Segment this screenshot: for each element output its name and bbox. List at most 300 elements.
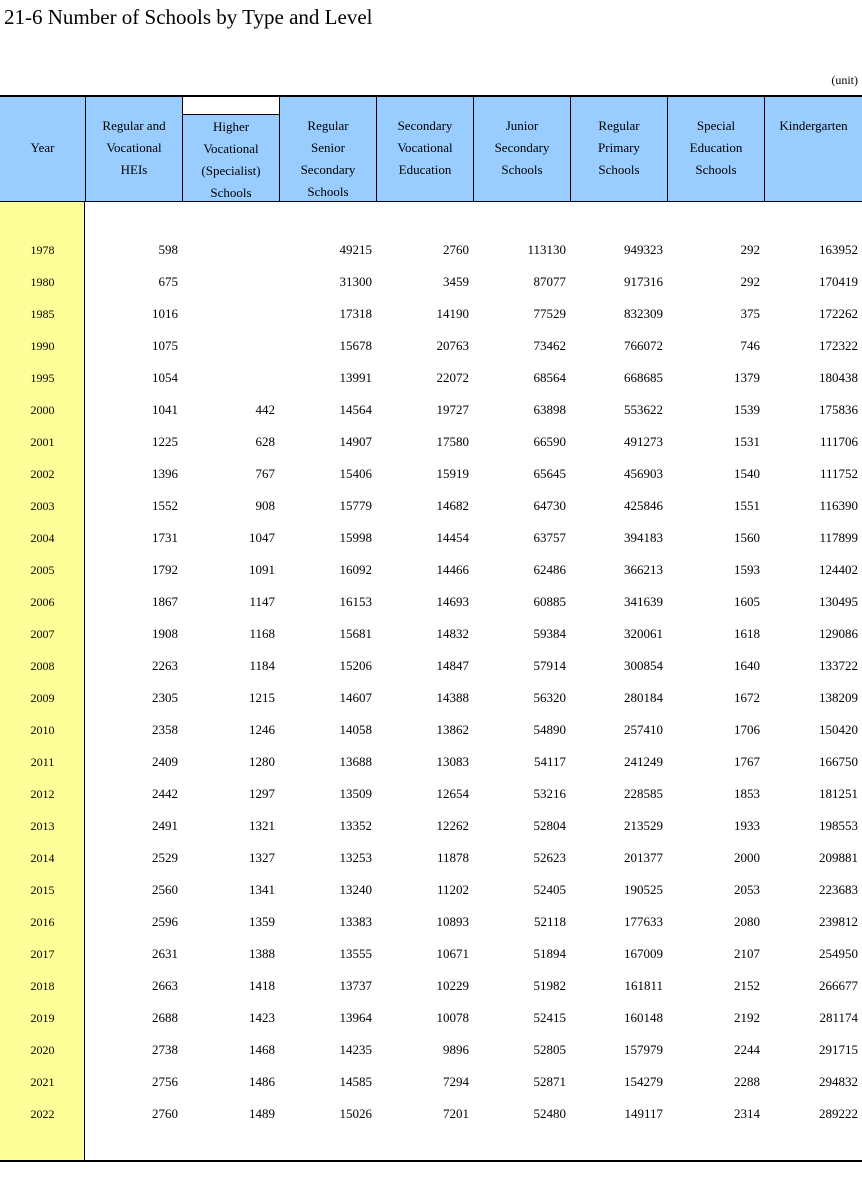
cell-junior-secondary: 113130 bbox=[527, 242, 566, 257]
cell-higher-vocational: 442 bbox=[255, 402, 275, 417]
header-line: Vocational bbox=[203, 141, 259, 156]
table-row bbox=[0, 234, 862, 266]
cell-special-education: 2192 bbox=[734, 1010, 760, 1025]
cell-higher-vocational: 1184 bbox=[249, 658, 275, 673]
header-junior-secondary bbox=[473, 97, 570, 202]
cell-regular-vocational-heis: 2560 bbox=[152, 882, 178, 897]
header-line: Education bbox=[398, 162, 452, 177]
cell-regular-vocational-heis: 598 bbox=[158, 242, 178, 257]
header-line: Regular bbox=[307, 118, 349, 133]
cell-regular-vocational-heis: 1867 bbox=[152, 594, 178, 609]
header-line: Regular and bbox=[102, 118, 166, 133]
cell-special-education: 1593 bbox=[734, 562, 760, 577]
cell-higher-vocational: 908 bbox=[255, 498, 275, 513]
cell-higher-vocational bbox=[182, 266, 279, 298]
cell-junior-secondary: 53216 bbox=[533, 786, 566, 801]
cell-secondary-vocational: 19727 bbox=[436, 402, 469, 417]
cell-regular-senior-secondary: 14235 bbox=[339, 1042, 372, 1057]
cell-junior-secondary: 62486 bbox=[533, 562, 566, 577]
table-row bbox=[0, 426, 862, 458]
cell-regular-vocational-heis: 2663 bbox=[152, 978, 178, 993]
cell-regular-vocational-heis: 1552 bbox=[152, 498, 178, 513]
cell-regular-primary: 553622 bbox=[624, 402, 663, 417]
cell-higher-vocational: 1246 bbox=[249, 722, 275, 737]
header-special-education bbox=[667, 97, 764, 202]
cell-special-education: 2314 bbox=[734, 1106, 760, 1121]
cell-special-education: 1767 bbox=[734, 754, 760, 769]
cell-junior-secondary: 77529 bbox=[533, 306, 566, 321]
cell-secondary-vocational: 13083 bbox=[436, 754, 469, 769]
cell-regular-senior-secondary: 16092 bbox=[339, 562, 372, 577]
cell-kindergarten: 291715 bbox=[819, 1042, 858, 1057]
cell-regular-vocational-heis: 2688 bbox=[152, 1010, 178, 1025]
cell-regular-vocational-heis: 2263 bbox=[152, 658, 178, 673]
header-year-label: Year bbox=[30, 140, 55, 155]
header-line: Schools bbox=[598, 162, 640, 177]
table-row bbox=[0, 1098, 862, 1130]
cell-year: 2009 bbox=[30, 691, 55, 705]
cell-year: 2001 bbox=[30, 435, 55, 449]
table-row bbox=[0, 1066, 862, 1098]
cell-regular-primary: 456903 bbox=[624, 466, 663, 481]
cell-regular-senior-secondary: 15681 bbox=[339, 626, 372, 641]
cell-regular-vocational-heis: 1041 bbox=[152, 402, 178, 417]
table-row bbox=[0, 778, 862, 810]
cell-kindergarten: 172322 bbox=[819, 338, 858, 353]
cell-secondary-vocational: 14847 bbox=[436, 658, 469, 673]
cell-regular-primary: 167009 bbox=[624, 946, 663, 961]
table-row bbox=[0, 714, 862, 746]
cell-year: 2017 bbox=[30, 947, 55, 961]
cell-special-education: 1551 bbox=[734, 498, 760, 513]
cell-higher-vocational: 1341 bbox=[249, 882, 275, 897]
cell-regular-vocational-heis: 2756 bbox=[152, 1074, 178, 1089]
cell-kindergarten: 170419 bbox=[819, 274, 858, 289]
cell-junior-secondary: 66590 bbox=[533, 434, 566, 449]
cell-year: 2008 bbox=[30, 659, 55, 673]
cell-regular-vocational-heis: 1908 bbox=[152, 626, 178, 641]
cell-junior-secondary: 52405 bbox=[533, 882, 566, 897]
cell-higher-vocational: 1327 bbox=[249, 850, 275, 865]
cell-special-education: 2288 bbox=[734, 1074, 760, 1089]
cell-junior-secondary: 54890 bbox=[533, 722, 566, 737]
cell-kindergarten: 239812 bbox=[819, 914, 858, 929]
cell-special-education: 2053 bbox=[734, 882, 760, 897]
cell-secondary-vocational: 10229 bbox=[436, 978, 469, 993]
cell-kindergarten: 150420 bbox=[819, 722, 858, 737]
cell-special-education: 1640 bbox=[734, 658, 760, 673]
cell-regular-senior-secondary: 13555 bbox=[339, 946, 372, 961]
cell-regular-senior-secondary: 13964 bbox=[339, 1010, 372, 1025]
cell-kindergarten: 163952 bbox=[819, 242, 858, 257]
cell-higher-vocational bbox=[182, 298, 279, 330]
cell-kindergarten: 181251 bbox=[819, 786, 858, 801]
table-row bbox=[0, 682, 862, 714]
cell-kindergarten: 111752 bbox=[819, 466, 858, 481]
table-row bbox=[0, 490, 862, 522]
page-title: 21-6 Number of Schools by Type and Level bbox=[4, 5, 373, 29]
cell-higher-vocational: 1047 bbox=[249, 530, 275, 545]
cell-secondary-vocational: 7201 bbox=[443, 1106, 469, 1121]
cell-regular-primary: 394183 bbox=[624, 530, 663, 545]
cell-year: 2000 bbox=[30, 403, 55, 417]
cell-regular-senior-secondary: 15206 bbox=[339, 658, 372, 673]
table-row bbox=[0, 458, 862, 490]
cell-year: 2003 bbox=[30, 499, 55, 513]
cell-kindergarten: 130495 bbox=[819, 594, 858, 609]
cell-secondary-vocational: 13862 bbox=[436, 722, 469, 737]
cell-junior-secondary: 52804 bbox=[533, 818, 566, 833]
cell-regular-senior-secondary: 49215 bbox=[339, 242, 372, 257]
cell-regular-senior-secondary: 31300 bbox=[339, 274, 372, 289]
table-row bbox=[0, 938, 862, 970]
cell-secondary-vocational: 10671 bbox=[436, 946, 469, 961]
cell-year: 2010 bbox=[30, 723, 55, 737]
cell-regular-vocational-heis: 2760 bbox=[152, 1106, 178, 1121]
header-line: Secondary bbox=[300, 162, 356, 177]
cell-higher-vocational: 1423 bbox=[249, 1010, 275, 1025]
cell-special-education: 1379 bbox=[734, 370, 760, 385]
cell-kindergarten: 223683 bbox=[819, 882, 858, 897]
header-line: Senior bbox=[311, 140, 345, 155]
cell-special-education: 1605 bbox=[734, 594, 760, 609]
table-row bbox=[0, 522, 862, 554]
cell-junior-secondary: 54117 bbox=[533, 754, 566, 769]
cell-regular-senior-secondary: 16153 bbox=[339, 594, 372, 609]
cell-regular-vocational-heis: 2738 bbox=[152, 1042, 178, 1057]
cell-junior-secondary: 87077 bbox=[533, 274, 566, 289]
cell-regular-primary: 949323 bbox=[624, 242, 663, 257]
cell-regular-senior-secondary: 13253 bbox=[339, 850, 372, 865]
cell-secondary-vocational: 14693 bbox=[436, 594, 469, 609]
cell-regular-vocational-heis: 2491 bbox=[152, 818, 178, 833]
cell-secondary-vocational: 15919 bbox=[436, 466, 469, 481]
cell-special-education: 1853 bbox=[734, 786, 760, 801]
header-line: Kindergarten bbox=[779, 118, 848, 133]
cell-regular-senior-secondary: 14607 bbox=[339, 690, 372, 705]
cell-regular-vocational-heis: 1225 bbox=[152, 434, 178, 449]
cell-regular-primary: 241249 bbox=[624, 754, 663, 769]
cell-secondary-vocational: 14682 bbox=[436, 498, 469, 513]
cell-regular-vocational-heis: 1396 bbox=[152, 466, 178, 481]
cell-regular-primary: 228585 bbox=[624, 786, 663, 801]
table-body bbox=[0, 234, 862, 1130]
cell-higher-vocational: 1147 bbox=[249, 594, 275, 609]
cell-special-education: 1560 bbox=[734, 530, 760, 545]
cell-higher-vocational: 1091 bbox=[249, 562, 275, 577]
cell-higher-vocational: 1280 bbox=[249, 754, 275, 769]
cell-year: 2016 bbox=[30, 915, 55, 929]
cell-secondary-vocational: 7294 bbox=[443, 1074, 469, 1089]
cell-special-education: 2107 bbox=[734, 946, 760, 961]
cell-regular-vocational-heis: 2358 bbox=[152, 722, 178, 737]
table-row bbox=[0, 1034, 862, 1066]
table-header bbox=[0, 95, 862, 202]
cell-regular-senior-secondary: 14564 bbox=[339, 402, 372, 417]
cell-regular-primary: 190525 bbox=[624, 882, 663, 897]
cell-regular-senior-secondary: 15026 bbox=[339, 1106, 372, 1121]
header-line: Vocational bbox=[106, 140, 162, 155]
cell-junior-secondary: 51894 bbox=[533, 946, 566, 961]
cell-secondary-vocational: 12654 bbox=[436, 786, 469, 801]
cell-higher-vocational: 1388 bbox=[249, 946, 275, 961]
cell-junior-secondary: 64730 bbox=[533, 498, 566, 513]
cell-regular-vocational-heis: 2529 bbox=[152, 850, 178, 865]
cell-regular-senior-secondary: 13737 bbox=[339, 978, 372, 993]
table-row bbox=[0, 810, 862, 842]
cell-year: 2021 bbox=[30, 1075, 55, 1089]
cell-special-education: 2152 bbox=[734, 978, 760, 993]
cell-year: 1985 bbox=[30, 307, 55, 321]
cell-junior-secondary: 51982 bbox=[533, 978, 566, 993]
header-regular-senior-secondary bbox=[279, 97, 376, 202]
table-bottom-border bbox=[0, 1160, 862, 1162]
table-row bbox=[0, 298, 862, 330]
header-line: Secondary bbox=[494, 140, 550, 155]
cell-year: 1980 bbox=[30, 275, 55, 289]
cell-regular-senior-secondary: 15998 bbox=[339, 530, 372, 545]
header-year bbox=[0, 97, 85, 202]
cell-year: 1990 bbox=[30, 339, 55, 353]
table-row bbox=[0, 554, 862, 586]
header-kindergarten bbox=[764, 97, 862, 202]
cell-secondary-vocational: 11878 bbox=[436, 850, 469, 865]
cell-junior-secondary: 73462 bbox=[533, 338, 566, 353]
header-higher-vocational bbox=[182, 114, 279, 202]
header-line: Schools bbox=[307, 184, 349, 199]
cell-regular-vocational-heis: 2631 bbox=[152, 946, 178, 961]
cell-regular-primary: 766072 bbox=[624, 338, 663, 353]
cell-kindergarten: 111706 bbox=[819, 434, 858, 449]
cell-regular-vocational-heis: 675 bbox=[158, 274, 178, 289]
cell-secondary-vocational: 14190 bbox=[436, 306, 469, 321]
cell-regular-primary: 366213 bbox=[624, 562, 663, 577]
cell-regular-vocational-heis: 1016 bbox=[152, 306, 178, 321]
header-line: Secondary bbox=[397, 118, 453, 133]
cell-kindergarten: 209881 bbox=[819, 850, 858, 865]
cell-regular-primary: 320061 bbox=[624, 626, 663, 641]
cell-junior-secondary: 52805 bbox=[533, 1042, 566, 1057]
cell-regular-senior-secondary: 14907 bbox=[339, 434, 372, 449]
cell-special-education: 2000 bbox=[734, 850, 760, 865]
cell-secondary-vocational: 14466 bbox=[436, 562, 469, 577]
cell-year: 2013 bbox=[30, 819, 55, 833]
header-line: Schools bbox=[210, 185, 252, 200]
cell-year: 2020 bbox=[30, 1043, 55, 1057]
cell-regular-senior-secondary: 15779 bbox=[339, 498, 372, 513]
cell-higher-vocational: 1215 bbox=[249, 690, 275, 705]
cell-secondary-vocational: 11202 bbox=[436, 882, 469, 897]
cell-junior-secondary: 52480 bbox=[533, 1106, 566, 1121]
header-line: HEIs bbox=[120, 162, 148, 177]
header-secondary-vocational bbox=[376, 97, 473, 202]
cell-secondary-vocational: 10078 bbox=[436, 1010, 469, 1025]
cell-regular-primary: 425846 bbox=[624, 498, 663, 513]
cell-regular-senior-secondary: 13688 bbox=[339, 754, 372, 769]
header-regular-primary bbox=[570, 97, 667, 202]
cell-kindergarten: 172262 bbox=[819, 306, 858, 321]
cell-kindergarten: 117899 bbox=[819, 530, 858, 545]
cell-secondary-vocational: 22072 bbox=[436, 370, 469, 385]
table-row bbox=[0, 1002, 862, 1034]
cell-year: 2012 bbox=[30, 787, 55, 801]
table-row bbox=[0, 266, 862, 298]
cell-higher-vocational: 1468 bbox=[249, 1042, 275, 1057]
cell-year: 2002 bbox=[30, 467, 55, 481]
cell-higher-vocational: 1489 bbox=[249, 1106, 275, 1121]
cell-regular-vocational-heis: 1075 bbox=[152, 338, 178, 353]
cell-kindergarten: 254950 bbox=[819, 946, 858, 961]
cell-junior-secondary: 63757 bbox=[533, 530, 566, 545]
cell-junior-secondary: 65645 bbox=[533, 466, 566, 481]
cell-special-education: 746 bbox=[740, 338, 760, 353]
cell-junior-secondary: 59384 bbox=[533, 626, 566, 641]
cell-regular-primary: 917316 bbox=[624, 274, 663, 289]
table-row bbox=[0, 874, 862, 906]
cell-regular-senior-secondary: 17318 bbox=[339, 306, 372, 321]
cell-higher-vocational bbox=[182, 362, 279, 394]
cell-junior-secondary: 60885 bbox=[533, 594, 566, 609]
header-gap bbox=[182, 97, 279, 114]
cell-year: 2005 bbox=[30, 563, 55, 577]
cell-regular-vocational-heis: 2596 bbox=[152, 914, 178, 929]
cell-higher-vocational: 1297 bbox=[249, 786, 275, 801]
cell-kindergarten: 266677 bbox=[819, 978, 858, 993]
cell-special-education: 1618 bbox=[734, 626, 760, 641]
cell-special-education: 1672 bbox=[734, 690, 760, 705]
cell-junior-secondary: 52118 bbox=[533, 914, 566, 929]
cell-year: 2006 bbox=[30, 595, 55, 609]
cell-regular-senior-secondary: 13509 bbox=[339, 786, 372, 801]
table-row bbox=[0, 970, 862, 1002]
cell-secondary-vocational: 14454 bbox=[436, 530, 469, 545]
cell-secondary-vocational: 10893 bbox=[436, 914, 469, 929]
cell-special-education: 1531 bbox=[734, 434, 760, 449]
cell-regular-primary: 491273 bbox=[624, 434, 663, 449]
header-line: Schools bbox=[695, 162, 737, 177]
cell-regular-primary: 157979 bbox=[624, 1042, 663, 1057]
cell-junior-secondary: 52623 bbox=[533, 850, 566, 865]
cell-regular-senior-secondary: 14058 bbox=[339, 722, 372, 737]
cell-year: 2019 bbox=[30, 1011, 55, 1025]
cell-kindergarten: 129086 bbox=[819, 626, 858, 641]
header-line: Schools bbox=[501, 162, 543, 177]
cell-secondary-vocational: 14388 bbox=[436, 690, 469, 705]
cell-regular-senior-secondary: 13352 bbox=[339, 818, 372, 833]
cell-regular-primary: 300854 bbox=[624, 658, 663, 673]
table-row bbox=[0, 842, 862, 874]
cell-kindergarten: 294832 bbox=[819, 1074, 858, 1089]
cell-regular-primary: 149117 bbox=[624, 1106, 663, 1121]
cell-year: 2004 bbox=[30, 531, 55, 545]
cell-regular-primary: 832309 bbox=[624, 306, 663, 321]
header-line: Primary bbox=[598, 140, 640, 155]
cell-secondary-vocational: 17580 bbox=[436, 434, 469, 449]
table-row bbox=[0, 650, 862, 682]
cell-kindergarten: 281174 bbox=[819, 1010, 858, 1025]
header-line: (Specialist) bbox=[201, 163, 261, 178]
cell-regular-vocational-heis: 2409 bbox=[152, 754, 178, 769]
cell-regular-senior-secondary: 15406 bbox=[339, 466, 372, 481]
cell-junior-secondary: 52415 bbox=[533, 1010, 566, 1025]
cell-regular-senior-secondary: 15678 bbox=[339, 338, 372, 353]
table-row bbox=[0, 362, 862, 394]
cell-regular-vocational-heis: 1792 bbox=[152, 562, 178, 577]
cell-higher-vocational: 1168 bbox=[249, 626, 275, 641]
cell-regular-vocational-heis: 1054 bbox=[152, 370, 178, 385]
cell-kindergarten: 116390 bbox=[819, 498, 858, 513]
cell-higher-vocational: 1359 bbox=[249, 914, 275, 929]
cell-year: 2018 bbox=[30, 979, 55, 993]
cell-year: 2011 bbox=[30, 755, 55, 769]
cell-higher-vocational: 767 bbox=[255, 466, 275, 481]
cell-higher-vocational: 628 bbox=[255, 434, 275, 449]
cell-junior-secondary: 63898 bbox=[533, 402, 566, 417]
table-row bbox=[0, 330, 862, 362]
table-row bbox=[0, 746, 862, 778]
cell-regular-vocational-heis: 2305 bbox=[152, 690, 178, 705]
cell-special-education: 292 bbox=[740, 242, 760, 257]
table-row bbox=[0, 394, 862, 426]
cell-regular-primary: 177633 bbox=[624, 914, 663, 929]
header-regular-vocational-heis bbox=[85, 97, 182, 202]
table-row bbox=[0, 906, 862, 938]
cell-special-education: 1706 bbox=[734, 722, 760, 737]
cell-junior-secondary: 56320 bbox=[533, 690, 566, 705]
cell-secondary-vocational: 9896 bbox=[443, 1042, 469, 1057]
header-line: Special bbox=[696, 118, 736, 133]
cell-junior-secondary: 68564 bbox=[533, 370, 566, 385]
cell-year: 1995 bbox=[30, 371, 55, 385]
cell-year: 1978 bbox=[30, 243, 55, 257]
cell-regular-primary: 154279 bbox=[624, 1074, 663, 1089]
cell-special-education: 2244 bbox=[734, 1042, 760, 1057]
cell-junior-secondary: 57914 bbox=[533, 658, 566, 673]
cell-kindergarten: 133722 bbox=[819, 658, 858, 673]
cell-kindergarten: 175836 bbox=[819, 402, 858, 417]
cell-higher-vocational: 1321 bbox=[249, 818, 275, 833]
header-line: Junior bbox=[505, 118, 539, 133]
cell-regular-primary: 668685 bbox=[624, 370, 663, 385]
cell-secondary-vocational: 2760 bbox=[443, 242, 469, 257]
table-row bbox=[0, 586, 862, 618]
cell-regular-primary: 257410 bbox=[624, 722, 663, 737]
cell-special-education: 2080 bbox=[734, 914, 760, 929]
cell-regular-senior-secondary: 13991 bbox=[339, 370, 372, 385]
cell-secondary-vocational: 14832 bbox=[436, 626, 469, 641]
cell-kindergarten: 180438 bbox=[819, 370, 858, 385]
cell-regular-primary: 341639 bbox=[624, 594, 663, 609]
cell-regular-vocational-heis: 2442 bbox=[152, 786, 178, 801]
cell-kindergarten: 124402 bbox=[819, 562, 858, 577]
header-line: Vocational bbox=[397, 140, 453, 155]
cell-regular-senior-secondary: 13383 bbox=[339, 914, 372, 929]
cell-regular-primary: 213529 bbox=[624, 818, 663, 833]
cell-kindergarten: 198553 bbox=[819, 818, 858, 833]
cell-kindergarten: 166750 bbox=[819, 754, 858, 769]
cell-regular-vocational-heis: 1731 bbox=[152, 530, 178, 545]
cell-regular-primary: 160148 bbox=[624, 1010, 663, 1025]
unit-label: (unit) bbox=[831, 73, 858, 87]
cell-regular-senior-secondary: 13240 bbox=[339, 882, 372, 897]
cell-secondary-vocational: 3459 bbox=[443, 274, 469, 289]
header-line: Regular bbox=[598, 118, 640, 133]
cell-higher-vocational bbox=[182, 330, 279, 362]
cell-regular-primary: 280184 bbox=[624, 690, 663, 705]
cell-secondary-vocational: 12262 bbox=[436, 818, 469, 833]
cell-year: 2022 bbox=[30, 1107, 55, 1121]
table-row bbox=[0, 618, 862, 650]
